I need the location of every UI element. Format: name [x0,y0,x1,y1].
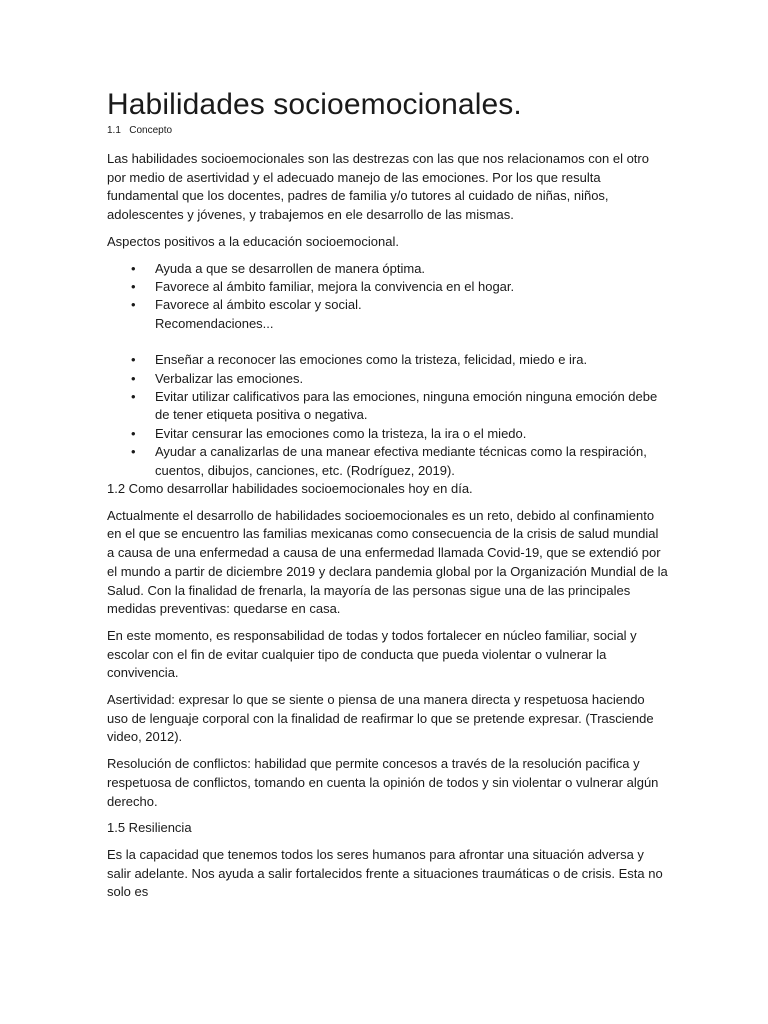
subheading-concepto: 1.1 Concepto [107,125,173,136]
bullet-icon: • [131,297,136,313]
list-item-text: Verbalizar las emociones. [155,370,304,386]
spacer [107,333,668,351]
list-item-text: Ayudar a canalizarlas de una manear efectiva mediante técnicas como la respiración, cuentos, dibujos, canciones, etc. (Rodríguez, 2019). [155,444,647,478]
list-item [107,425,668,443]
paragraph-asertividad: Asertividad: expresar lo que se siente o piensa de una manera directa y respetuosa haciendo uso de lenguaje corporal con la finalidad de reafirmar lo que se pretende expresar. (Trasciende video, 2012). [107,692,654,745]
recomendaciones-label: Recomendaciones... [155,315,274,331]
aspectos-list [107,260,668,315]
list-item [107,351,668,369]
bullet-icon: • [131,260,136,276]
document-title: Habilidades socioemocionales. [107,88,522,121]
section-heading-1-5: 1.5 Resiliencia [107,820,192,836]
list-item-text: Ayuda a que se desarrollen de manera óptima. [155,260,426,276]
bullet-icon: • [131,278,136,294]
list-item [107,388,668,425]
paragraph-concepto: Las habilidades socioemocionales son las destrezas con las que nos relacionamos con el otro por medio de asertividad y el adecuado manejo de las emociones. Por los que resulta fundamental que los docentes, padres de familia y/o tutores al cuidado de niñas, niños, adolescentes y jóvenes, y trabajemos en ele desarrollo de las mismas. [107,151,649,223]
list-item-text: Favorece al ámbito familiar, mejora la convivencia en el hogar. [155,278,515,294]
bullet-icon: • [131,425,136,441]
list-item [107,260,668,278]
list-item-text: Evitar censurar las emociones como la tristeza, la ira o el miedo. [155,425,527,441]
list-item-text: Enseñar a reconocer las emociones como la tristeza, felicidad, miedo e ira. [155,352,588,368]
bullet-icon: • [131,370,136,386]
bullet-icon: • [131,388,136,404]
list-item-text: Evitar utilizar calificativos para las emociones, ninguna emoción ninguna emoción debe de tener etiqueta positiva o negativa. [155,388,658,423]
aspectos-intro: Aspectos positivos a la educación socioemocional. [107,233,399,249]
list-item [107,443,668,480]
paragraph-resiliencia: Es la capacidad que tenemos todos los seres humanos para afrontar una situación adversa y salir adelante. Nos ayuda a salir fortalecidos frente a situaciones traumáticas o de crisis. Esta no solo es [107,846,663,900]
recomendaciones-list [107,351,668,480]
bullet-icon: • [131,444,136,460]
section-heading-1-2: 1.2 Como desarrollar habilidades socioemocionales hoy en día. [107,480,473,496]
list-item [107,370,668,388]
paragraph-resolucion-conflictos: Resolución de conflictos: habilidad que permite concesos a través de la resolución pacifica y respetuosa de conflictos, tomando en cuenta la opinión de todos y sin violentar o vulnerar algún derecho. [107,756,659,809]
list-item-text: Favorece al ámbito escolar y social. [155,297,362,313]
list-item [107,296,668,314]
paragraph-responsabilidad: En este momento, es responsabilidad de todas y todos fortalecer en núcleo familiar, social y escolar con el fin de evitar cualquier tipo de conducta que pueda violentar o vulnerar la convivencia. [107,627,637,681]
list-item [107,278,668,296]
bullet-icon: • [131,352,136,368]
paragraph-actualmente: Actualmente el desarrollo de habilidades socioemocionales es un reto, debido al confinamiento en el que se encuentro las familias mexicanas como consecuencia de la crisis de salud mundial a causa de una enfermedad a causa de una enfermedad llamada Covid-19, que se extendió por el mundo a partir de diciembre 2019 y declara pandemia global por la Organización Mundial de la Salud. Con la finalidad de frenarla, la mayoría de las personas sigue una de las principales medidas preventivas: quedarse en casa. [107,507,668,617]
